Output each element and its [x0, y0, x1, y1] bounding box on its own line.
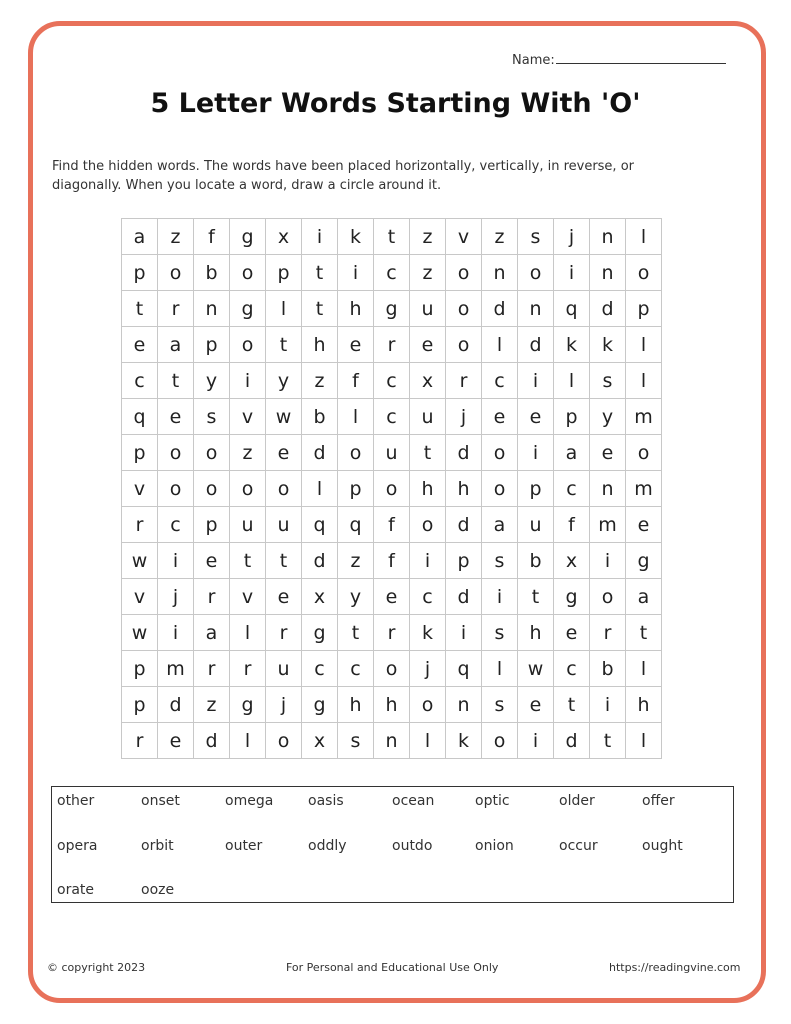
grid-cell[interactable]: e [626, 507, 662, 543]
grid-cell[interactable]: s [590, 363, 626, 399]
grid-cell[interactable]: l [626, 327, 662, 363]
grid-cell[interactable]: e [194, 543, 230, 579]
grid-cell[interactable]: a [158, 327, 194, 363]
grid-cell[interactable]: z [410, 255, 446, 291]
grid-cell[interactable]: o [374, 471, 410, 507]
grid-cell[interactable]: w [122, 615, 158, 651]
grid-cell[interactable]: i [158, 615, 194, 651]
grid-cell[interactable]: p [194, 507, 230, 543]
grid-cell[interactable]: h [302, 327, 338, 363]
grid-row [122, 219, 662, 255]
grid-cell[interactable]: l [410, 723, 446, 759]
grid-cell[interactable]: u [266, 651, 302, 687]
grid-cell[interactable]: s [194, 399, 230, 435]
grid-cell[interactable]: k [410, 615, 446, 651]
grid-cell[interactable]: q [338, 507, 374, 543]
grid-cell[interactable]: d [554, 723, 590, 759]
grid-cell[interactable]: d [446, 435, 482, 471]
copyright-text: © copyright 2023 [47, 961, 146, 974]
grid-cell[interactable]: v [230, 579, 266, 615]
word-list-item: ooze [141, 882, 175, 898]
grid-row [122, 435, 662, 471]
grid-cell[interactable]: p [518, 471, 554, 507]
grid-cell[interactable]: o [410, 687, 446, 723]
grid-cell[interactable]: g [554, 579, 590, 615]
grid-cell[interactable]: i [518, 363, 554, 399]
grid-cell[interactable]: o [194, 471, 230, 507]
grid-cell[interactable]: o [446, 291, 482, 327]
grid-cell[interactable]: z [482, 219, 518, 255]
grid-cell[interactable]: n [590, 471, 626, 507]
grid-cell[interactable]: y [590, 399, 626, 435]
word-list-item: optic [475, 793, 510, 809]
grid-cell[interactable]: d [482, 291, 518, 327]
grid-cell[interactable]: u [410, 291, 446, 327]
grid-cell[interactable]: l [338, 399, 374, 435]
grid-cell[interactable]: r [266, 615, 302, 651]
grid-cell[interactable]: n [374, 723, 410, 759]
grid-cell[interactable]: a [194, 615, 230, 651]
word-list-item: oddly [308, 838, 347, 854]
grid-cell[interactable]: z [338, 543, 374, 579]
grid-cell[interactable]: h [410, 471, 446, 507]
grid-cell[interactable]: r [194, 651, 230, 687]
grid-cell[interactable]: m [626, 399, 662, 435]
grid-cell[interactable]: n [446, 687, 482, 723]
grid-cell[interactable]: d [590, 291, 626, 327]
grid-cell[interactable]: t [158, 363, 194, 399]
grid-cell[interactable]: x [302, 723, 338, 759]
grid-cell[interactable]: t [626, 615, 662, 651]
grid-cell[interactable]: b [194, 255, 230, 291]
word-list-box [51, 786, 734, 903]
grid-cell[interactable]: i [590, 687, 626, 723]
grid-cell[interactable]: p [338, 471, 374, 507]
grid-cell[interactable]: z [194, 687, 230, 723]
grid-cell[interactable]: j [446, 399, 482, 435]
grid-cell[interactable]: o [626, 255, 662, 291]
grid-cell[interactable]: d [194, 723, 230, 759]
grid-cell[interactable]: q [554, 291, 590, 327]
grid-cell[interactable]: s [482, 615, 518, 651]
grid-cell[interactable]: h [374, 687, 410, 723]
word-list-item: outdo [392, 838, 433, 854]
word-list-item: ocean [392, 793, 435, 809]
grid-cell[interactable]: c [158, 507, 194, 543]
word-list-item: orbit [141, 838, 174, 854]
grid-cell[interactable]: b [590, 651, 626, 687]
grid-cell[interactable]: j [554, 219, 590, 255]
grid-cell[interactable]: o [194, 435, 230, 471]
grid-cell[interactable]: h [446, 471, 482, 507]
grid-cell[interactable]: c [374, 399, 410, 435]
grid-cell[interactable]: c [338, 651, 374, 687]
grid-cell[interactable]: o [158, 255, 194, 291]
grid-cell[interactable]: i [518, 435, 554, 471]
grid-cell[interactable]: k [554, 327, 590, 363]
grid-cell[interactable]: r [194, 579, 230, 615]
grid-cell[interactable]: i [338, 255, 374, 291]
grid-cell[interactable]: q [122, 399, 158, 435]
grid-cell[interactable]: r [374, 327, 410, 363]
grid-cell[interactable]: r [122, 507, 158, 543]
grid-row [122, 399, 662, 435]
grid-cell[interactable]: p [122, 255, 158, 291]
grid-cell[interactable]: d [302, 435, 338, 471]
word-list-item: outer [225, 838, 263, 854]
grid-cell[interactable]: h [518, 615, 554, 651]
grid-cell[interactable]: o [410, 507, 446, 543]
grid-cell[interactable]: t [230, 543, 266, 579]
grid-cell[interactable]: v [230, 399, 266, 435]
grid-cell[interactable]: x [302, 579, 338, 615]
grid-cell[interactable]: n [590, 219, 626, 255]
grid-cell[interactable]: l [482, 651, 518, 687]
grid-cell[interactable]: g [230, 687, 266, 723]
grid-cell[interactable]: q [302, 507, 338, 543]
name-field [512, 51, 726, 68]
usage-text: For Personal and Educational Use Only [286, 961, 499, 974]
grid-cell[interactable]: f [338, 363, 374, 399]
grid-cell[interactable]: u [374, 435, 410, 471]
grid-cell[interactable]: n [194, 291, 230, 327]
grid-cell[interactable]: v [122, 579, 158, 615]
grid-cell[interactable]: i [554, 255, 590, 291]
grid-cell[interactable]: g [230, 291, 266, 327]
grid-cell[interactable]: g [626, 543, 662, 579]
grid-cell[interactable]: b [518, 543, 554, 579]
grid-cell[interactable]: x [410, 363, 446, 399]
website-url: https://readingvine.com [609, 961, 741, 974]
grid-row [122, 327, 662, 363]
grid-cell[interactable]: g [302, 615, 338, 651]
grid-cell[interactable]: u [230, 507, 266, 543]
name-label: Name: [512, 53, 555, 68]
grid-cell[interactable]: c [374, 255, 410, 291]
grid-cell[interactable]: o [230, 255, 266, 291]
grid-cell[interactable]: h [626, 687, 662, 723]
grid-cell[interactable]: t [410, 435, 446, 471]
grid-row [122, 363, 662, 399]
grid-cell[interactable]: i [158, 543, 194, 579]
grid-cell[interactable]: c [374, 363, 410, 399]
grid-cell[interactable]: i [446, 615, 482, 651]
grid-cell[interactable]: l [302, 471, 338, 507]
grid-cell[interactable]: e [590, 435, 626, 471]
grid-cell[interactable]: o [482, 435, 518, 471]
grid-cell[interactable]: o [446, 255, 482, 291]
word-list-item: onset [141, 793, 180, 809]
grid-row [122, 579, 662, 615]
grid-cell[interactable]: n [590, 255, 626, 291]
grid-cell[interactable]: o [266, 723, 302, 759]
grid-cell[interactable]: g [302, 687, 338, 723]
grid-cell[interactable]: l [626, 651, 662, 687]
grid-cell[interactable]: o [482, 471, 518, 507]
word-list-item: oasis [308, 793, 344, 809]
grid-cell[interactable]: a [122, 219, 158, 255]
grid-cell[interactable]: a [482, 507, 518, 543]
grid-cell[interactable]: t [554, 687, 590, 723]
grid-cell[interactable]: e [554, 615, 590, 651]
grid-cell[interactable]: p [446, 543, 482, 579]
grid-cell[interactable]: g [230, 219, 266, 255]
grid-cell[interactable]: g [374, 291, 410, 327]
grid-cell[interactable]: v [122, 471, 158, 507]
grid-cell[interactable]: w [518, 651, 554, 687]
word-list-item: onion [475, 838, 514, 854]
grid-row [122, 255, 662, 291]
grid-cell[interactable]: o [230, 471, 266, 507]
page-title: 5 Letter Words Starting With 'O' [150, 88, 641, 119]
word-list-item: older [559, 793, 595, 809]
grid-cell[interactable]: n [518, 291, 554, 327]
name-blank-line [556, 51, 726, 64]
grid-cell[interactable]: i [482, 579, 518, 615]
grid-cell[interactable]: y [338, 579, 374, 615]
grid-cell[interactable]: r [230, 651, 266, 687]
grid-cell[interactable]: u [518, 507, 554, 543]
grid-cell[interactable]: h [338, 291, 374, 327]
grid-cell[interactable]: o [518, 255, 554, 291]
grid-cell[interactable]: j [158, 579, 194, 615]
grid-cell[interactable]: o [338, 435, 374, 471]
grid-cell[interactable]: q [446, 651, 482, 687]
word-list-item: orate [57, 882, 95, 898]
grid-cell[interactable]: p [122, 435, 158, 471]
grid-cell[interactable]: e [266, 579, 302, 615]
grid-cell[interactable]: s [518, 219, 554, 255]
grid-cell[interactable]: a [626, 579, 662, 615]
grid-cell[interactable]: n [482, 255, 518, 291]
grid-row [122, 615, 662, 651]
grid-cell[interactable]: e [158, 399, 194, 435]
word-list-item: ought [642, 838, 683, 854]
grid-cell[interactable]: r [590, 615, 626, 651]
grid-cell[interactable]: c [302, 651, 338, 687]
grid-cell[interactable]: k [446, 723, 482, 759]
grid-cell[interactable]: b [302, 399, 338, 435]
word-search-grid [121, 218, 662, 759]
grid-cell[interactable]: e [482, 399, 518, 435]
grid-cell[interactable]: s [482, 687, 518, 723]
grid-cell[interactable]: c [482, 363, 518, 399]
grid-row [122, 471, 662, 507]
grid-row [122, 651, 662, 687]
grid-cell[interactable]: k [590, 327, 626, 363]
grid-cell[interactable]: i [518, 723, 554, 759]
grid-cell[interactable]: t [266, 543, 302, 579]
grid-cell[interactable]: e [518, 399, 554, 435]
grid-cell[interactable]: x [266, 219, 302, 255]
grid-cell[interactable]: o [374, 651, 410, 687]
grid-cell[interactable]: t [374, 219, 410, 255]
grid-cell[interactable]: k [338, 219, 374, 255]
grid-cell[interactable]: s [482, 543, 518, 579]
grid-row [122, 507, 662, 543]
grid-cell[interactable]: u [266, 507, 302, 543]
word-list-item: occur [559, 838, 598, 854]
grid-cell[interactable]: e [266, 435, 302, 471]
grid-cell[interactable]: j [266, 687, 302, 723]
grid-cell[interactable]: t [302, 291, 338, 327]
grid-row [122, 723, 662, 759]
grid-cell[interactable]: o [590, 579, 626, 615]
grid-cell[interactable]: t [518, 579, 554, 615]
grid-cell[interactable]: m [626, 471, 662, 507]
grid-cell[interactable]: c [410, 579, 446, 615]
grid-cell[interactable]: f [374, 543, 410, 579]
grid-cell[interactable]: d [518, 327, 554, 363]
grid-cell[interactable]: x [554, 543, 590, 579]
grid-cell[interactable]: m [590, 507, 626, 543]
grid-cell[interactable]: y [266, 363, 302, 399]
grid-cell[interactable]: e [410, 327, 446, 363]
grid-cell[interactable]: e [158, 723, 194, 759]
grid-row [122, 687, 662, 723]
grid-cell[interactable]: f [554, 507, 590, 543]
grid-cell[interactable]: p [122, 687, 158, 723]
grid-cell[interactable]: r [158, 291, 194, 327]
grid-cell[interactable]: o [158, 435, 194, 471]
grid-cell[interactable]: z [302, 363, 338, 399]
grid-cell[interactable]: s [338, 723, 374, 759]
grid-cell[interactable]: l [230, 723, 266, 759]
grid-cell[interactable]: i [410, 543, 446, 579]
grid-cell[interactable]: i [302, 219, 338, 255]
grid-cell[interactable]: d [446, 507, 482, 543]
word-list-item: opera [57, 838, 98, 854]
grid-cell[interactable]: p [194, 327, 230, 363]
grid-cell[interactable]: p [626, 291, 662, 327]
grid-cell[interactable]: r [122, 723, 158, 759]
grid-row [122, 543, 662, 579]
grid-cell[interactable]: l [626, 363, 662, 399]
grid-cell[interactable]: h [338, 687, 374, 723]
grid-cell[interactable]: t [338, 615, 374, 651]
grid-cell[interactable]: w [266, 399, 302, 435]
grid-cell[interactable]: l [482, 327, 518, 363]
word-list-item: omega [225, 793, 274, 809]
grid-cell[interactable]: p [122, 651, 158, 687]
grid-cell[interactable]: t [590, 723, 626, 759]
grid-cell[interactable]: p [554, 399, 590, 435]
grid-cell[interactable]: w [122, 543, 158, 579]
word-list-item: offer [642, 793, 675, 809]
grid-cell[interactable]: j [410, 651, 446, 687]
grid-cell[interactable]: u [410, 399, 446, 435]
grid-cell[interactable]: f [194, 219, 230, 255]
grid-cell[interactable]: e [338, 327, 374, 363]
grid-cell[interactable]: y [194, 363, 230, 399]
grid-cell[interactable]: l [626, 219, 662, 255]
grid-cell[interactable]: d [302, 543, 338, 579]
grid-cell[interactable]: r [446, 363, 482, 399]
grid-cell[interactable]: l [626, 723, 662, 759]
grid-cell[interactable]: l [266, 291, 302, 327]
grid-cell[interactable]: o [626, 435, 662, 471]
grid-cell[interactable]: e [122, 327, 158, 363]
grid-cell[interactable]: t [266, 327, 302, 363]
grid-cell[interactable]: e [518, 687, 554, 723]
grid-cell[interactable]: z [410, 219, 446, 255]
grid-cell[interactable]: z [158, 219, 194, 255]
grid-cell[interactable]: v [446, 219, 482, 255]
grid-cell[interactable]: d [446, 579, 482, 615]
grid-cell[interactable]: m [158, 651, 194, 687]
grid-cell[interactable]: e [374, 579, 410, 615]
grid-cell[interactable]: o [446, 327, 482, 363]
grid-cell[interactable]: r [374, 615, 410, 651]
word-list-item: other [57, 793, 95, 809]
grid-cell[interactable]: i [590, 543, 626, 579]
grid-cell[interactable]: a [554, 435, 590, 471]
grid-cell[interactable]: l [230, 615, 266, 651]
grid-cell[interactable]: z [230, 435, 266, 471]
grid-cell[interactable]: t [302, 255, 338, 291]
grid-cell[interactable]: o [230, 327, 266, 363]
grid-cell[interactable]: o [266, 471, 302, 507]
grid-cell[interactable]: c [554, 651, 590, 687]
grid-cell[interactable]: i [230, 363, 266, 399]
grid-cell[interactable]: o [482, 723, 518, 759]
instructions: Find the hidden words. The words have been placed horizontally, vertically, in reverse, or diagonally. When you locate a word, draw a circle around it. [52, 159, 634, 193]
grid-cell[interactable]: c [122, 363, 158, 399]
grid-cell[interactable]: p [266, 255, 302, 291]
grid-cell[interactable]: t [122, 291, 158, 327]
grid-cell[interactable]: c [554, 471, 590, 507]
grid-row [122, 291, 662, 327]
grid-cell[interactable]: f [374, 507, 410, 543]
grid-cell[interactable]: o [158, 471, 194, 507]
grid-cell[interactable]: d [158, 687, 194, 723]
grid-cell[interactable]: l [554, 363, 590, 399]
